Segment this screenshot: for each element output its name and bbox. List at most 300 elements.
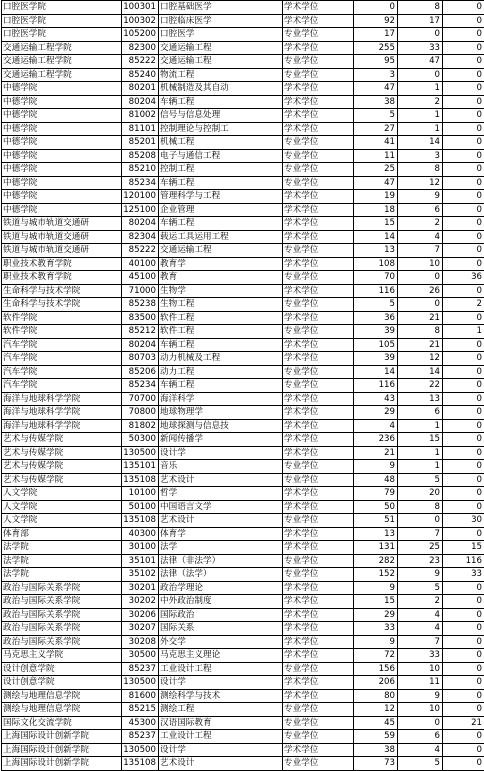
code-cell: 100301	[122, 1, 159, 15]
major-cell: 软件工程	[159, 325, 283, 339]
degree-type-cell: 学术学位	[283, 527, 354, 541]
count-c-cell: 1	[443, 325, 484, 339]
table-row	[2, 608, 484, 622]
major-cell: 国际关系	[159, 622, 283, 636]
count-b-cell: 20	[398, 487, 443, 501]
count-c-cell: 0	[443, 757, 484, 771]
count-c-cell: 2	[443, 298, 484, 312]
major-cell: 交通运输工程	[159, 41, 283, 55]
school-cell: 汽车学院	[2, 365, 122, 379]
table-body	[2, 1, 484, 771]
count-a-cell: 282	[354, 554, 398, 568]
major-cell: 动力工程	[159, 365, 283, 379]
degree-type-cell: 学术学位	[283, 311, 354, 325]
school-cell: 政治与国际关系学院	[2, 608, 122, 622]
table-row	[2, 649, 484, 663]
school-cell: 职业技术教育学院	[2, 271, 122, 285]
degree-type-cell: 专业学位	[283, 554, 354, 568]
count-c-cell: 0	[443, 1, 484, 15]
table-row	[2, 689, 484, 703]
degree-type-cell: 学术学位	[283, 541, 354, 555]
code-cell: 50100	[122, 500, 159, 514]
code-cell: 45300	[122, 716, 159, 730]
degree-type-cell: 学术学位	[283, 257, 354, 271]
count-c-cell: 0	[443, 311, 484, 325]
table-row	[2, 514, 484, 528]
degree-type-cell: 学术学位	[283, 122, 354, 136]
count-b-cell: 4	[398, 743, 443, 757]
table-row	[2, 581, 484, 595]
major-cell: 交通运输工程	[159, 244, 283, 258]
major-cell: 法律（法学）	[159, 568, 283, 582]
degree-type-cell: 专业学位	[283, 514, 354, 528]
code-cell: 135108	[122, 757, 159, 771]
count-b-cell: 14	[398, 136, 443, 150]
count-c-cell: 30	[443, 514, 484, 528]
table-row	[2, 298, 484, 312]
code-cell: 83500	[122, 311, 159, 325]
degree-type-cell: 专业学位	[283, 325, 354, 339]
table-row	[2, 527, 484, 541]
major-cell: 体育学	[159, 527, 283, 541]
code-cell: 85237	[122, 730, 159, 744]
school-cell: 设计创意学院	[2, 676, 122, 690]
count-b-cell: 21	[398, 338, 443, 352]
count-c-cell: 0	[443, 581, 484, 595]
count-b-cell: 10	[398, 703, 443, 717]
school-cell: 艺术与传媒学院	[2, 473, 122, 487]
count-b-cell: 17	[398, 14, 443, 28]
degree-type-cell: 学术学位	[283, 419, 354, 433]
degree-type-cell: 学术学位	[283, 392, 354, 406]
school-cell: 口腔医学院	[2, 14, 122, 28]
count-a-cell: 29	[354, 406, 398, 420]
major-cell: 交通运输工程	[159, 55, 283, 69]
major-cell: 外交学	[159, 635, 283, 649]
count-a-cell: 4	[354, 419, 398, 433]
degree-type-cell: 专业学位	[283, 730, 354, 744]
count-b-cell: 5	[398, 581, 443, 595]
count-a-cell: 14	[354, 365, 398, 379]
count-b-cell: 10	[398, 662, 443, 676]
school-cell: 软件学院	[2, 311, 122, 325]
table-row	[2, 446, 484, 460]
code-cell: 85237	[122, 662, 159, 676]
table-row	[2, 217, 484, 231]
count-b-cell: 5	[398, 473, 443, 487]
table-row	[2, 163, 484, 177]
count-a-cell: 236	[354, 433, 398, 447]
count-a-cell: 9	[354, 581, 398, 595]
table-row	[2, 122, 484, 136]
degree-type-cell: 专业学位	[283, 271, 354, 285]
count-c-cell: 0	[443, 473, 484, 487]
table-row	[2, 487, 484, 501]
count-b-cell: 8	[398, 163, 443, 177]
count-b-cell: 14	[398, 365, 443, 379]
count-c-cell: 0	[443, 257, 484, 271]
major-cell: 设计学	[159, 446, 283, 460]
table-row	[2, 473, 484, 487]
count-a-cell: 70	[354, 271, 398, 285]
major-cell: 音乐	[159, 460, 283, 474]
count-b-cell: 23	[398, 554, 443, 568]
count-c-cell: 0	[443, 608, 484, 622]
code-cell: 30500	[122, 649, 159, 663]
count-c-cell: 0	[443, 41, 484, 55]
major-cell: 地球物理学	[159, 406, 283, 420]
count-b-cell: 8	[398, 500, 443, 514]
table-row	[2, 190, 484, 204]
count-b-cell: 47	[398, 55, 443, 69]
degree-type-cell: 学术学位	[283, 284, 354, 298]
code-cell: 85206	[122, 365, 159, 379]
table-row	[2, 109, 484, 123]
count-c-cell: 0	[443, 622, 484, 636]
table-row	[2, 149, 484, 163]
count-a-cell: 11	[354, 149, 398, 163]
count-a-cell: 95	[354, 55, 398, 69]
count-c-cell: 21	[443, 716, 484, 730]
major-cell: 艺术设计	[159, 757, 283, 771]
count-a-cell: 47	[354, 176, 398, 190]
school-cell: 汽车学院	[2, 352, 122, 366]
code-cell: 50300	[122, 433, 159, 447]
major-cell: 车辆工程	[159, 176, 283, 190]
count-a-cell: 18	[354, 203, 398, 217]
table-row	[2, 541, 484, 555]
count-b-cell: 4	[398, 230, 443, 244]
table-row	[2, 595, 484, 609]
degree-type-cell: 学术学位	[283, 595, 354, 609]
count-c-cell: 0	[443, 487, 484, 501]
major-cell: 教育学	[159, 257, 283, 271]
count-c-cell: 15	[443, 541, 484, 555]
count-b-cell: 1	[398, 419, 443, 433]
major-cell: 电子与通信工程	[159, 149, 283, 163]
school-cell: 上海国际设计创新学院	[2, 743, 122, 757]
major-cell: 载运工具运用工程	[159, 230, 283, 244]
table-row	[2, 716, 484, 730]
code-cell: 120100	[122, 190, 159, 204]
school-cell: 中德学院	[2, 122, 122, 136]
code-cell: 85210	[122, 163, 159, 177]
count-c-cell: 0	[443, 176, 484, 190]
degree-type-cell: 专业学位	[283, 55, 354, 69]
count-b-cell: 11	[398, 676, 443, 690]
degree-type-cell: 专业学位	[283, 28, 354, 42]
count-c-cell: 0	[443, 527, 484, 541]
school-cell: 中德学院	[2, 203, 122, 217]
school-cell: 人文学院	[2, 500, 122, 514]
table-row	[2, 28, 484, 42]
count-a-cell: 80	[354, 689, 398, 703]
count-b-cell: 33	[398, 649, 443, 663]
count-b-cell: 1	[398, 109, 443, 123]
count-a-cell: 51	[354, 514, 398, 528]
count-c-cell: 0	[443, 95, 484, 109]
school-cell: 艺术与传媒学院	[2, 446, 122, 460]
school-cell: 生命科学与技术学院	[2, 298, 122, 312]
count-a-cell: 21	[354, 446, 398, 460]
count-a-cell: 9	[354, 460, 398, 474]
code-cell: 71000	[122, 284, 159, 298]
school-cell: 设计创意学院	[2, 662, 122, 676]
count-c-cell: 0	[443, 244, 484, 258]
count-b-cell: 15	[398, 433, 443, 447]
table-row	[2, 244, 484, 258]
count-c-cell: 0	[443, 460, 484, 474]
major-cell: 企业管理	[159, 203, 283, 217]
table-row	[2, 257, 484, 271]
code-cell: 70700	[122, 392, 159, 406]
count-a-cell: 29	[354, 608, 398, 622]
count-a-cell: 0	[354, 1, 398, 15]
count-c-cell: 0	[443, 149, 484, 163]
table-row	[2, 460, 484, 474]
count-c-cell: 0	[443, 230, 484, 244]
school-cell: 中德学院	[2, 82, 122, 96]
count-c-cell: 0	[443, 379, 484, 393]
degree-type-cell: 学术学位	[283, 446, 354, 460]
count-b-cell: 6	[398, 406, 443, 420]
school-cell: 软件学院	[2, 325, 122, 339]
degree-type-cell: 学术学位	[283, 190, 354, 204]
table-row	[2, 271, 484, 285]
count-a-cell: 12	[354, 703, 398, 717]
major-cell: 信号与信息处理	[159, 109, 283, 123]
count-b-cell: 7	[398, 635, 443, 649]
count-c-cell: 0	[443, 68, 484, 82]
table-row	[2, 433, 484, 447]
school-cell: 测绘与地理信息学院	[2, 689, 122, 703]
count-c-cell: 0	[443, 500, 484, 514]
count-b-cell: 21	[398, 311, 443, 325]
count-c-cell: 116	[443, 554, 484, 568]
school-cell: 人文学院	[2, 487, 122, 501]
degree-type-cell: 学术学位	[283, 743, 354, 757]
degree-type-cell: 学术学位	[283, 109, 354, 123]
table-row	[2, 338, 484, 352]
degree-type-cell: 学术学位	[283, 487, 354, 501]
degree-type-cell: 专业学位	[283, 568, 354, 582]
school-cell: 口腔医学院	[2, 1, 122, 15]
count-c-cell: 0	[443, 406, 484, 420]
count-b-cell: 2	[398, 217, 443, 231]
degree-type-cell: 专业学位	[283, 662, 354, 676]
count-b-cell: 3	[398, 149, 443, 163]
school-cell: 政治与国际关系学院	[2, 595, 122, 609]
count-b-cell: 1	[398, 82, 443, 96]
school-cell: 铁道与城市轨道交通研	[2, 217, 122, 231]
count-b-cell: 9	[398, 568, 443, 582]
degree-type-cell: 学术学位	[283, 82, 354, 96]
count-c-cell: 0	[443, 676, 484, 690]
count-c-cell: 0	[443, 730, 484, 744]
code-cell: 85234	[122, 176, 159, 190]
count-c-cell: 0	[443, 365, 484, 379]
code-cell: 130500	[122, 676, 159, 690]
major-cell: 口腔临床医学	[159, 14, 283, 28]
major-cell: 生物工程	[159, 298, 283, 312]
count-a-cell: 5	[354, 109, 398, 123]
code-cell: 80204	[122, 338, 159, 352]
major-cell: 中国语言文学	[159, 500, 283, 514]
code-cell: 85208	[122, 149, 159, 163]
major-cell: 机械制造及其自动	[159, 82, 283, 96]
count-b-cell: 9	[398, 190, 443, 204]
count-a-cell: 156	[354, 662, 398, 676]
table-row	[2, 406, 484, 420]
table-row	[2, 352, 484, 366]
school-cell: 海洋与地球科学学院	[2, 392, 122, 406]
code-cell: 135108	[122, 473, 159, 487]
school-cell: 中德学院	[2, 95, 122, 109]
school-cell: 艺术与传媒学院	[2, 460, 122, 474]
degree-type-cell: 学术学位	[283, 338, 354, 352]
code-cell: 81600	[122, 689, 159, 703]
count-c-cell: 0	[443, 122, 484, 136]
count-a-cell: 41	[354, 136, 398, 150]
table-row	[2, 82, 484, 96]
count-c-cell: 0	[443, 163, 484, 177]
degree-type-cell: 专业学位	[283, 298, 354, 312]
school-cell: 体育部	[2, 527, 122, 541]
degree-type-cell: 专业学位	[283, 68, 354, 82]
code-cell: 81802	[122, 419, 159, 433]
count-a-cell: 39	[354, 325, 398, 339]
count-c-cell: 0	[443, 338, 484, 352]
count-b-cell: 25	[398, 541, 443, 555]
table-row	[2, 284, 484, 298]
degree-type-cell: 专业学位	[283, 136, 354, 150]
school-cell: 人文学院	[2, 514, 122, 528]
table-row	[2, 757, 484, 771]
count-c-cell: 0	[443, 635, 484, 649]
degree-type-cell: 专业学位	[283, 460, 354, 474]
spreadsheet	[1, 0, 484, 771]
degree-type-cell: 学术学位	[283, 689, 354, 703]
degree-type-cell: 专业学位	[283, 149, 354, 163]
code-cell: 81101	[122, 122, 159, 136]
degree-type-cell: 专业学位	[283, 379, 354, 393]
count-a-cell: 105	[354, 338, 398, 352]
count-a-cell: 19	[354, 190, 398, 204]
count-a-cell: 45	[354, 716, 398, 730]
count-c-cell: 0	[443, 55, 484, 69]
count-c-cell: 0	[443, 352, 484, 366]
count-a-cell: 17	[354, 28, 398, 42]
school-cell: 交通运输工程学院	[2, 68, 122, 82]
table-row	[2, 676, 484, 690]
code-cell: 45100	[122, 271, 159, 285]
degree-type-cell: 学术学位	[283, 406, 354, 420]
code-cell: 85215	[122, 703, 159, 717]
table-row	[2, 622, 484, 636]
count-c-cell: 0	[443, 595, 484, 609]
code-cell: 80201	[122, 82, 159, 96]
count-a-cell: 39	[354, 352, 398, 366]
count-a-cell: 47	[354, 82, 398, 96]
count-b-cell: 0	[398, 68, 443, 82]
school-cell: 海洋与地球科学学院	[2, 406, 122, 420]
count-c-cell: 0	[443, 284, 484, 298]
major-cell: 汉语国际教育	[159, 716, 283, 730]
school-cell: 交通运输工程学院	[2, 41, 122, 55]
count-b-cell: 2	[398, 95, 443, 109]
code-cell: 105200	[122, 28, 159, 42]
count-b-cell: 1	[398, 460, 443, 474]
count-a-cell: 9	[354, 635, 398, 649]
count-c-cell: 0	[443, 433, 484, 447]
code-cell: 30202	[122, 595, 159, 609]
count-b-cell: 1	[398, 446, 443, 460]
count-a-cell: 5	[354, 298, 398, 312]
major-cell: 教育	[159, 271, 283, 285]
code-cell: 130500	[122, 446, 159, 460]
code-cell: 30206	[122, 608, 159, 622]
count-c-cell: 0	[443, 689, 484, 703]
major-cell: 口腔医学	[159, 28, 283, 42]
count-a-cell: 50	[354, 500, 398, 514]
major-cell: 马克思主义理论	[159, 649, 283, 663]
table-row	[2, 662, 484, 676]
code-cell: 85234	[122, 379, 159, 393]
school-cell: 上海国际设计创新学院	[2, 757, 122, 771]
count-b-cell: 2	[398, 595, 443, 609]
degree-type-cell: 专业学位	[283, 716, 354, 730]
degree-type-cell: 学术学位	[283, 676, 354, 690]
count-a-cell: 25	[354, 163, 398, 177]
school-cell: 中德学院	[2, 109, 122, 123]
count-a-cell: 108	[354, 257, 398, 271]
count-c-cell: 0	[443, 662, 484, 676]
count-b-cell: 8	[398, 1, 443, 15]
major-cell: 哲学	[159, 487, 283, 501]
count-a-cell: 72	[354, 649, 398, 663]
count-b-cell: 6	[398, 730, 443, 744]
degree-type-cell: 学术学位	[283, 500, 354, 514]
code-cell: 125100	[122, 203, 159, 217]
code-cell: 35101	[122, 554, 159, 568]
count-b-cell: 1	[398, 122, 443, 136]
count-b-cell: 5	[398, 757, 443, 771]
code-cell: 85212	[122, 325, 159, 339]
degree-type-cell: 专业学位	[283, 365, 354, 379]
degree-type-cell: 学术学位	[283, 581, 354, 595]
code-cell: 80204	[122, 95, 159, 109]
table-row	[2, 230, 484, 244]
table-row	[2, 568, 484, 582]
code-cell: 30201	[122, 581, 159, 595]
school-cell: 中德学院	[2, 163, 122, 177]
degree-type-cell: 学术学位	[283, 622, 354, 636]
count-a-cell: 73	[354, 757, 398, 771]
code-cell: 82300	[122, 41, 159, 55]
table-row	[2, 730, 484, 744]
count-a-cell: 59	[354, 730, 398, 744]
count-c-cell: 0	[443, 14, 484, 28]
code-cell: 85201	[122, 136, 159, 150]
degree-type-cell: 学术学位	[283, 433, 354, 447]
major-cell: 管理科学与工程	[159, 190, 283, 204]
table-row	[2, 68, 484, 82]
degree-type-cell: 专业学位	[283, 703, 354, 717]
major-cell: 新闻传播学	[159, 433, 283, 447]
degree-type-cell: 学术学位	[283, 41, 354, 55]
school-cell: 测绘与地理信息学院	[2, 703, 122, 717]
count-c-cell: 0	[443, 82, 484, 96]
